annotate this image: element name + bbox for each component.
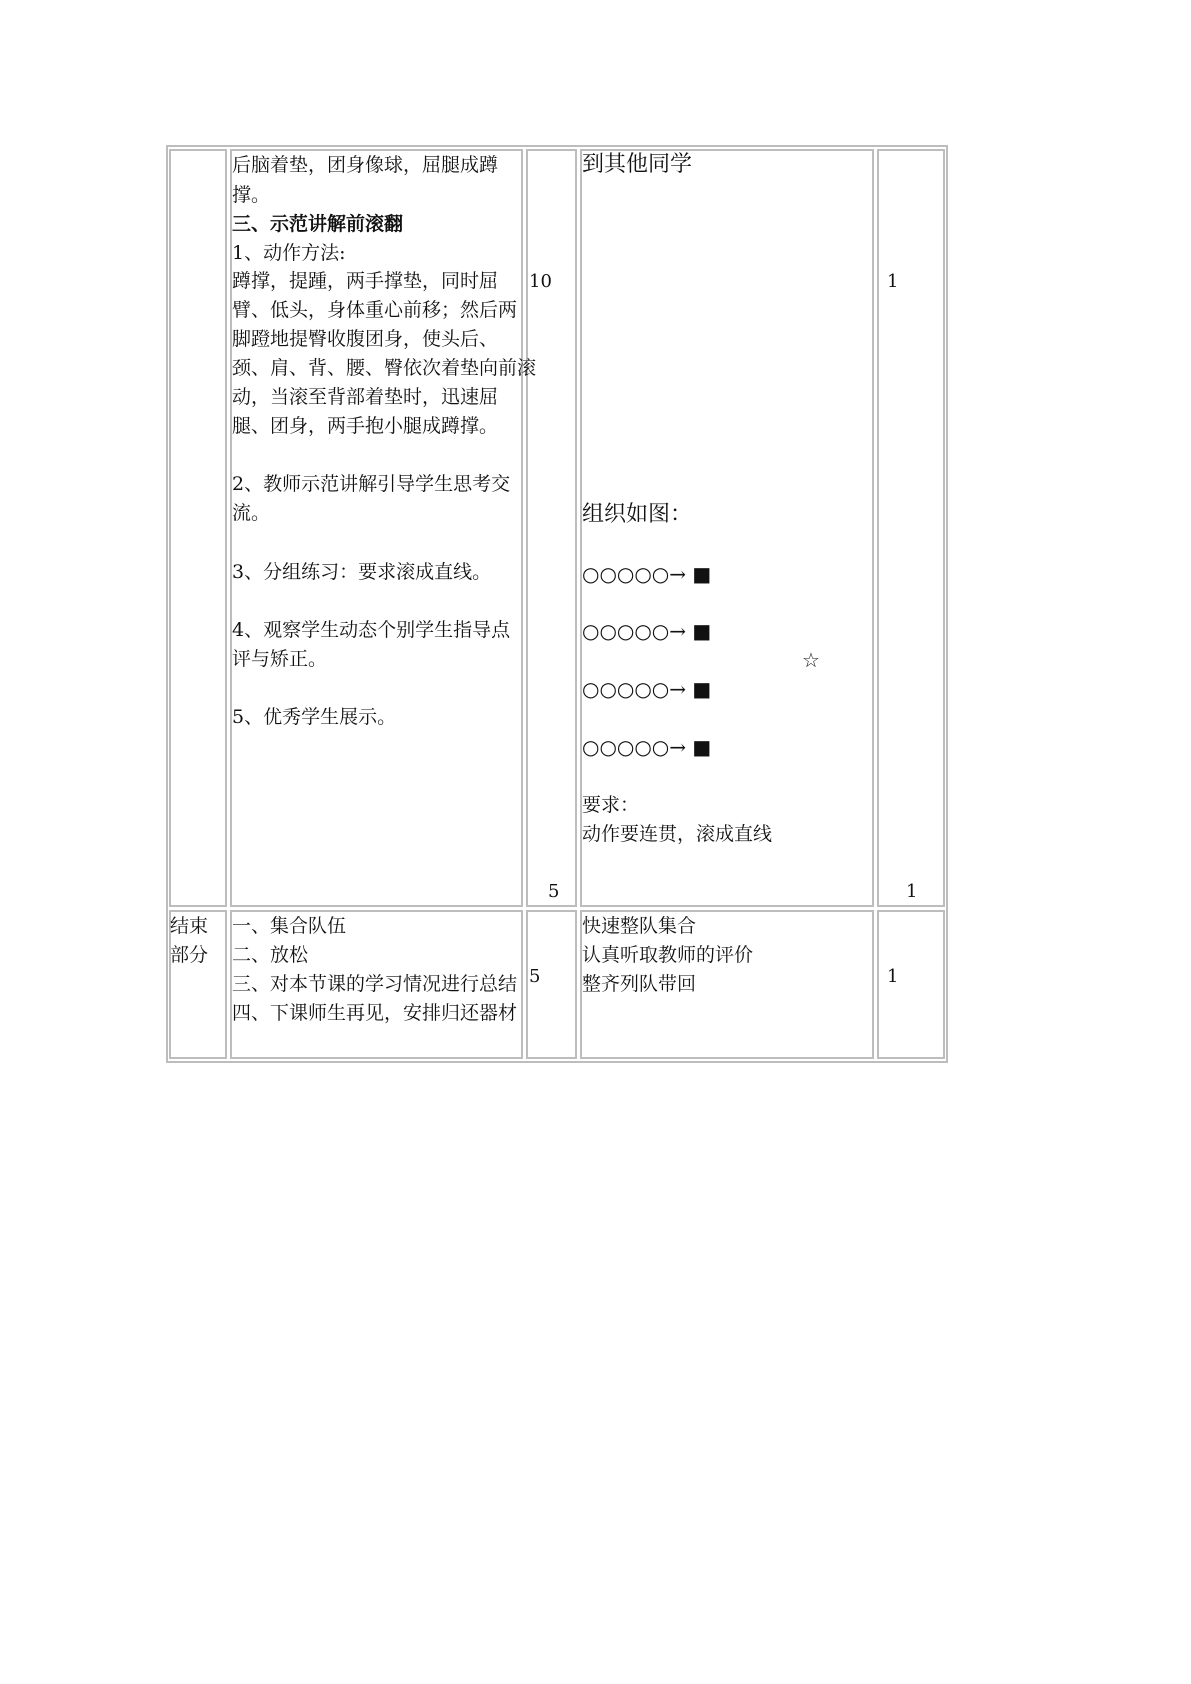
method-line: 动，当滚至背部着垫时，迅速屈 — [232, 386, 499, 408]
ending-item: 四、下课师生再见，安排归还器材 — [232, 1002, 518, 1024]
time-value-bottom: 5 — [548, 881, 560, 902]
requirement-title: 要求： — [582, 794, 640, 816]
teacher-star-icon: ☆ — [802, 648, 820, 672]
section-label-line-2: 部分 — [170, 944, 209, 966]
step5: 5、优秀学生展示。 — [232, 706, 397, 728]
method-line: 臂、低头，身体重心前移；然后两 — [232, 299, 518, 321]
count-value-bottom: 1 — [906, 881, 918, 902]
org-title: 组织如图： — [582, 502, 693, 527]
section-label-line-1: 结束 — [170, 915, 209, 937]
ending-item: 二、放松 — [232, 944, 309, 966]
formation-row: ○○○○○→ ■ — [582, 619, 712, 643]
step2-line-1: 2、教师示范讲解引导学生思考交 — [232, 473, 511, 495]
step2-line-2: 流。 — [232, 502, 271, 524]
ending-time-value: 5 — [529, 966, 541, 987]
formation-row: ○○○○○→ ■ — [582, 735, 712, 759]
formation-row: ○○○○○→ ■ — [582, 562, 712, 586]
method-line: 蹲撑，提踵，两手撑垫，同时屈 — [232, 270, 499, 292]
row1-section-cell — [169, 149, 227, 907]
method-line: 脚蹬地提臀收腹团身，使头后、 — [232, 328, 499, 350]
step4-line-2: 评与矫正。 — [232, 648, 328, 670]
step3: 3、分组练习：要求滚成直线。 — [232, 561, 492, 583]
content-line-2: 撑。 — [232, 184, 271, 206]
ending-count-value: 1 — [887, 966, 899, 987]
count-value-top: 1 — [887, 271, 899, 292]
time-value-top: 10 — [529, 271, 552, 292]
step4-line-1: 4、观察学生动态个别学生指导点 — [232, 619, 511, 641]
ending-org-item: 整齐列队带回 — [582, 973, 697, 995]
section-heading: 三、示范讲解前滚翻 — [232, 213, 404, 235]
requirement-text: 动作要连贯，滚成直线 — [582, 823, 773, 845]
method-title: 1、动作方法: — [232, 242, 346, 264]
row1-count-cell — [877, 149, 945, 907]
ending-org-item: 快速整队集合 — [582, 915, 697, 937]
ending-item: 一、集合队伍 — [232, 915, 347, 937]
row1-time-cell — [526, 149, 577, 907]
org-top-text: 到其他同学 — [582, 152, 693, 177]
method-line: 腿、团身，两手抱小腿成蹲撑。 — [232, 415, 499, 437]
content-line-1: 后脑着垫，团身像球，屈腿成蹲 — [232, 154, 499, 176]
ending-org-item: 认真听取教师的评价 — [582, 944, 754, 966]
ending-item: 三、对本节课的学习情况进行总结 — [232, 973, 518, 995]
formation-row: ○○○○○→ ■ — [582, 677, 712, 701]
method-line: 颈、肩、背、腰、臀依次着垫向前滚 — [232, 357, 537, 379]
